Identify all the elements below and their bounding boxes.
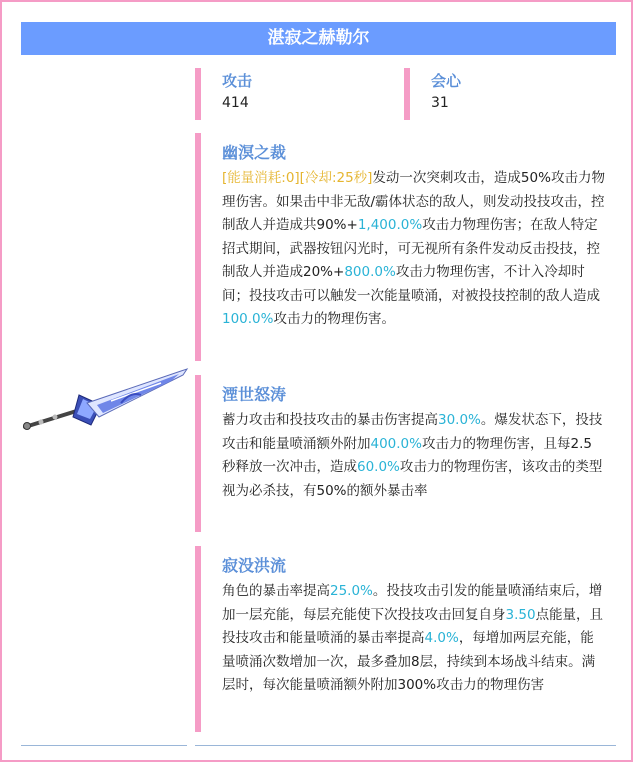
highlight-value: 60.0% bbox=[357, 459, 400, 475]
desc-text: 点能量，且投技攻击和能量喷涌的暴击率提高 bbox=[222, 606, 604, 646]
stat-attack-label: 攻击 bbox=[222, 72, 253, 90]
desc-text: 。投技攻击引发的能量喷涌结束后，增加一层充能，每层充能使下次投技攻击回复自身 bbox=[222, 583, 603, 623]
divider-left bbox=[21, 745, 187, 746]
sword-icon bbox=[21, 355, 191, 445]
skill-2 bbox=[195, 375, 605, 532]
stat-crit-value: 31 bbox=[431, 95, 449, 111]
desc-text: 。爆发状态下，投技攻击和能量喷涌额外附加 bbox=[222, 412, 603, 452]
highlight-value: 1,400.0% bbox=[357, 217, 423, 233]
weapon-panel bbox=[21, 55, 187, 745]
desc-text: 攻击力的物理伤害，且每2.5秒释放一次冲击，造成 bbox=[222, 435, 592, 475]
desc-text: 攻击力的物理伤害，该攻击的类型视为必杀技，有50%的额外暴击率 bbox=[222, 459, 603, 499]
skill-3-desc bbox=[222, 580, 605, 698]
desc-text: 攻击力物理伤害，不计入冷却时间；投技攻击可以触发一次能量喷涌，对被投技控制的敌人造成 bbox=[222, 264, 600, 304]
highlight-value: 3.50 bbox=[505, 606, 536, 623]
highlight-value: 30.0% bbox=[438, 412, 481, 428]
highlight-value: 100.0% bbox=[222, 311, 274, 327]
skill-3-name: 寂没洪流 bbox=[222, 556, 287, 575]
stat-attack-value: 414 bbox=[222, 95, 249, 111]
desc-text: 角色的暴击率提高 bbox=[222, 583, 330, 599]
desc-text: 发动一次突刺攻击，造成50%攻击力物理伤害。如果击中非无敌/霸体状态的敌人，则发动投技攻击，控制敌人并造成共90%+ bbox=[222, 170, 605, 233]
divider-right bbox=[195, 745, 616, 746]
desc-text: 攻击力物理伤害；在敌人特定招式期间，武器按钮闪光时，可无视所有条件发动反击投技，控制敌人并造成20%+ bbox=[222, 217, 600, 280]
highlight-value: 400.0% bbox=[370, 435, 422, 452]
stat-crit-label: 会心 bbox=[431, 72, 462, 90]
highlight-value: 25.0% bbox=[330, 583, 373, 599]
desc-text: ，每增加两层充能，能量喷涌次数增加一次，最多叠加8层，持续到本场战斗结束。满层时，每次能量喷涌额外附加300%攻击力的物理伤害 bbox=[222, 630, 596, 693]
stat-attack bbox=[195, 68, 403, 120]
skill-cost: [能量消耗:0][冷却:25秒] bbox=[222, 170, 373, 186]
desc-text: 攻击力的物理伤害。 bbox=[273, 311, 395, 327]
desc-text: 蓄力攻击和投技攻击的暴击伤害提高 bbox=[222, 412, 438, 428]
skill-2-name: 湮世怒涛 bbox=[222, 385, 287, 404]
skill-1 bbox=[195, 133, 605, 361]
skill-3 bbox=[195, 546, 605, 732]
stat-crit bbox=[404, 68, 609, 120]
skill-2-desc bbox=[222, 409, 605, 503]
skill-1-name: 幽溟之裁 bbox=[222, 143, 287, 162]
page-title: 湛寂之赫勒尔 bbox=[21, 22, 616, 55]
skill-1-desc bbox=[222, 167, 605, 332]
highlight-value: 800.0% bbox=[344, 264, 396, 280]
highlight-value: 4.0% bbox=[424, 630, 459, 646]
